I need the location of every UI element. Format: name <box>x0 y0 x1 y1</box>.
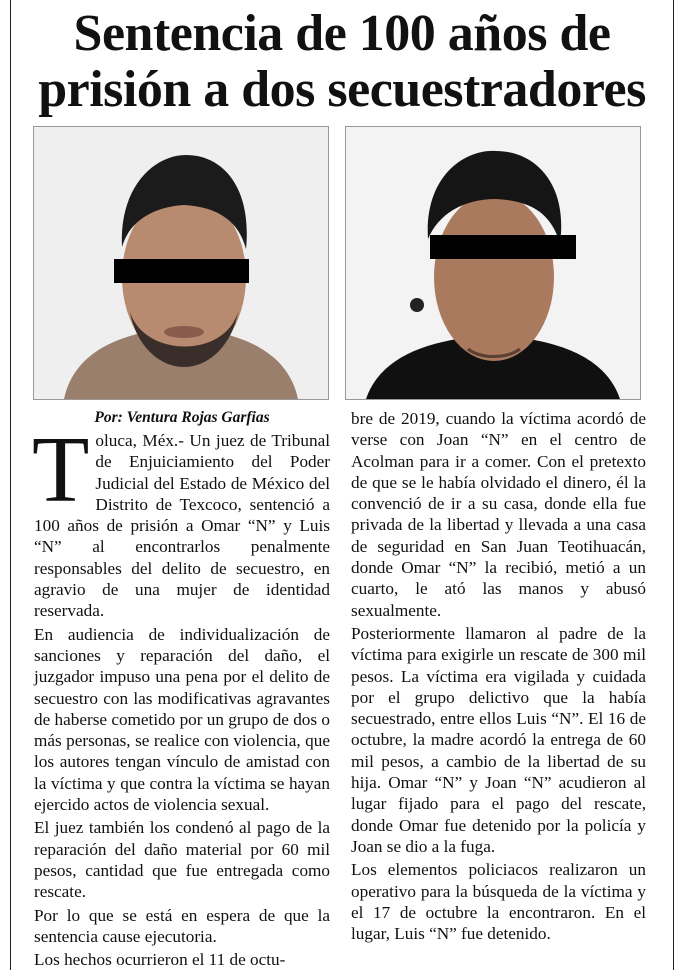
mugshot-left-illustration <box>34 127 328 399</box>
paragraph-2: En audiencia de individualización de sanciones y reparación del daño, el juzgador impuso una pena por el delito de secuestro con las modificativas agravantes de haberse cometido por un grupo de dos o más personas, se realice con violencia, que los autores tengan vínculo de amistad con la víctima y que contra la víctima se hayan ejercido actos de violencia sexual. <box>34 624 330 815</box>
headline-line-1: Sentencia de 100 años de <box>73 5 611 62</box>
mugshot-right-illustration <box>346 127 640 399</box>
photo-joan <box>345 126 641 400</box>
paragraph-1-text: oluca, Méx.- Un juez de Tribunal de Enjuiciamiento del Poder Judicial del Estado de México del Distrito de Texcoco, sentenció a 100 años de prisión a Omar “N” y Luis “N” al encontrarlos penalmente responsables del delito de secuestro, en agravio de una mujer de identidad reservada. <box>34 431 330 621</box>
paragraph-7: Posteriormente llamaron al padre de la víctima para exigirle un rescate de 300 mil pesos. La víctima era vigilada y cuidada por el grupo delictivo que la había secuestrado, entre ellos Luis “N”. El 16 de octubre, la madre acordó la entrega de 60 mil pesos, a cambio de la libertad de su hija. Omar “N” y Joan “N” acudieron al lugar fijado para el pago del rescate, donde Omar fue detenido por la policía y Joan se dio a la fuga. <box>351 623 646 856</box>
paragraph-6: bre de 2019, cuando la víctima acordó de verse con Joan “N” en el centro de Acolman para ir a comer. Con el pretexto de que se le había olvidado el dinero, él la convenció de ir a su casa, donde ella fue privada de la libertad y llevada a una casa de seguridad en San Juan Teotihuacán, donde Omar “N” la recibió, metió a un cuarto, le ató las manos y abusó sexualmente. <box>351 409 646 620</box>
article-column-1 <box>32 418 330 972</box>
paragraph-4: Por lo que se está en espera de que la sentencia cause ejecutoria. <box>34 905 330 946</box>
paragraph-1 <box>32 418 330 622</box>
paragraph-8: Los elementos policiacos realizaron un operativo para la búsqueda de la víctima y el 17 de octubre la encontraron. En el lugar, Luis “N” fue detenido. <box>351 860 646 944</box>
byline: Por: Ventura Rojas Garfias <box>94 409 270 426</box>
paragraph-3: El juez también los condenó al pago de la reparación del daño material por 60 mil pesos, cantidad que fue entregada como rescate. <box>34 818 330 902</box>
photo-omar <box>33 126 329 400</box>
paragraph-5: Los hechos ocurrieron el 11 de octu- <box>34 950 286 970</box>
drop-cap: T <box>32 418 90 522</box>
article-column-2 <box>351 408 646 946</box>
headline-line-2: prisión a dos secuestradores <box>38 61 646 118</box>
headline <box>14 6 670 118</box>
